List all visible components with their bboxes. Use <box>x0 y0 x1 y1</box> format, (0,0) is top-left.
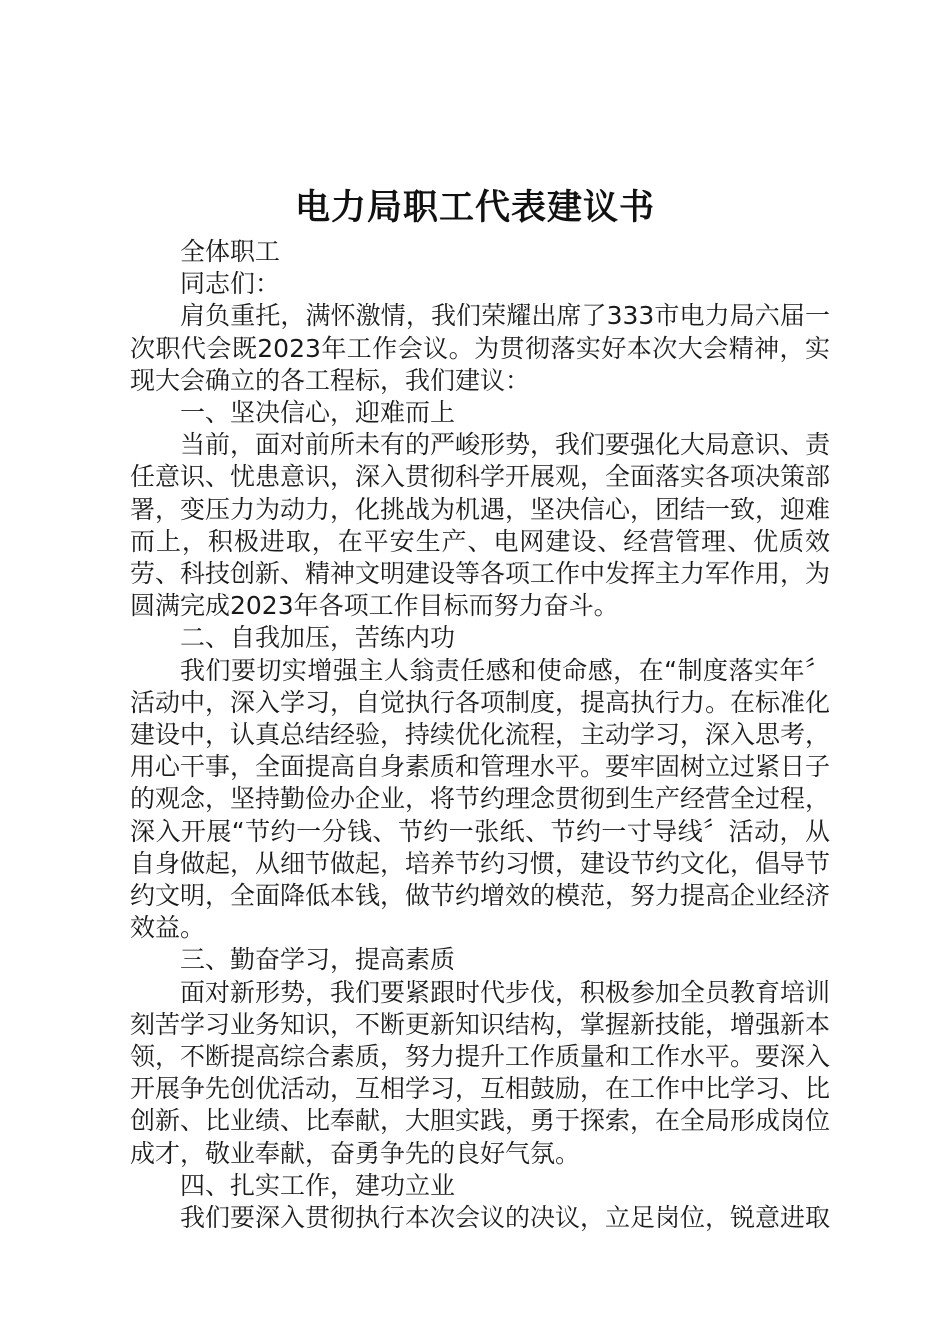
section-paragraph-3: 面对新形势，我们要紧跟时代步伐，积极参加全员教育培训刻苦学习业务知识，不断更新知识结构，掌握新技能，增强新本领，不断提高综合素质，努力提升工作质量和工作水平。要深入开展争先创优活动，互相学习，互相鼓励，在工作中比学习、比创新、比业绩、比奉献，大胆实践，勇于探索，在全局形成岗位成才，敬业奉献，奋勇争先的良好气氛。 <box>130 977 831 1168</box>
section-paragraph-1: 当前，面对前所未有的严峻形势，我们要强化大局意识、责任意识、忧患意识，深入贯彻科学开展观，全面落实各项决策部署，变压力为动力，化挑战为机遇，坚决信心，团结一致，迎难而上，积极进取，在平安生产、电网建设、经营管理、优质效劳、科技创新、精神文明建设等各项工作中发挥主力军作用，为圆满完成2023年各项工作目标而努力奋斗。 <box>130 430 831 621</box>
document-title: 电力局职工代表建议书 <box>294 187 655 228</box>
section-heading-1: 一、坚决信心，迎难而上 <box>180 398 456 428</box>
section-heading-3: 三、勤奋学习，提高素质 <box>180 945 456 975</box>
section-paragraph-2: 我们要切实增强主人翁责任感和使命感，在“制度落实年〞活动中，深入学习，自觉执行各项制度，提高执行力。在标准化建设中，认真总结经验，持续优化流程，主动学习，深入思考，用心干事，全面提高自身素质和管理水平。要牢固树立过紧日子的观念，坚持勤俭办企业，将节约理念贯彻到生产经营全过程，深入开展“节约一分钱、节约一张纸、节约一寸导线〞活动，从自身做起，从细节做起，培养节约习惯，建设节约文化，倡导节约文明，全面降低本钱，做节约增效的模范，努力提高企业经济效益。 <box>130 655 831 943</box>
intro-paragraph: 肩负重托，满怀激情，我们荣耀出席了333市电力局六届一次职代会既2023年工作会议。为贯彻落实好本次大会精神，实现大会确立的各工程标，我们建议： <box>130 301 830 395</box>
section-heading-2: 二、自我加压，苦练内功 <box>180 623 456 653</box>
document-body <box>130 236 830 1234</box>
section-paragraph-4: 我们要深入贯彻执行本次会议的决议，立足岗位，锐意进取 <box>180 1203 831 1233</box>
section-heading-4: 四、扎实工作，建功立业 <box>180 1170 456 1200</box>
salutation-recipients: 全体职工 <box>180 237 281 266</box>
salutation-greeting: 同志们： <box>180 269 281 299</box>
